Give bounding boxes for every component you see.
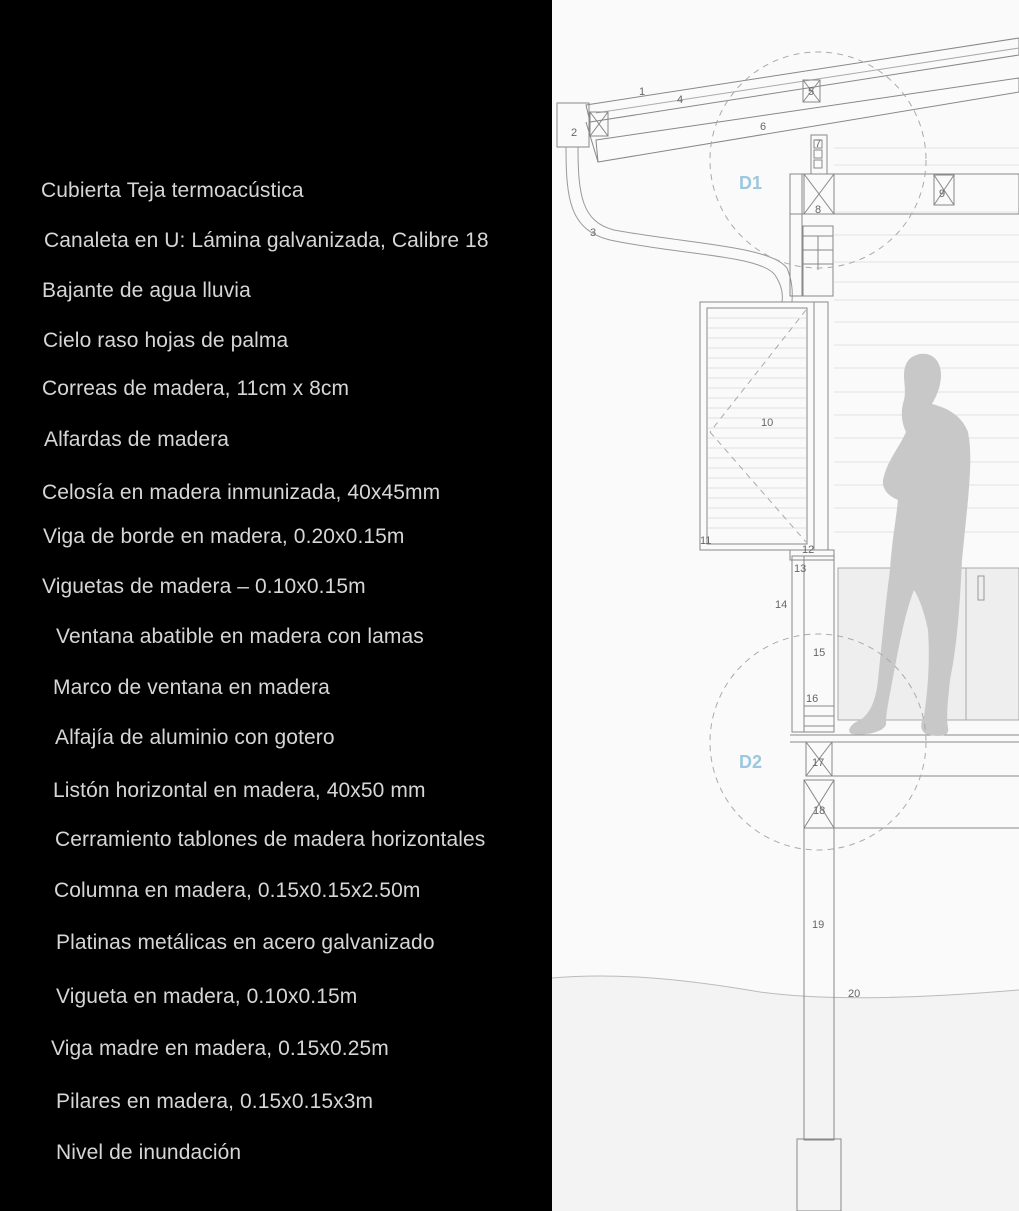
legend-item-20: Nivel de inundación — [56, 1141, 242, 1164]
edge-beam — [790, 135, 1019, 296]
ref-number-3: 3 — [590, 227, 597, 239]
detail-label-d2: D2 — [739, 752, 763, 772]
legend-item-7: Celosía en madera inmunizada, 40x45mm — [42, 481, 441, 504]
ref-number-5: 5 — [808, 86, 815, 98]
ref-number-15: 15 — [813, 647, 826, 659]
legend-item-15: Columna en madera, 0.15x0.15x2.50m — [54, 879, 421, 902]
legend-item-9: Viguetas de madera – 0.10x0.15m — [42, 575, 366, 598]
legend-item-17: Vigueta en madera, 0.10x0.15m — [56, 985, 358, 1008]
ref-number-14: 14 — [775, 599, 788, 611]
legend-item-4: Cielo raso hojas de palma — [43, 329, 289, 352]
ref-number-10: 10 — [761, 417, 774, 429]
ref-number-16: 16 — [806, 693, 819, 705]
legend-item-11: Marco de ventana en madera — [53, 676, 330, 699]
ref-number-13: 13 — [794, 563, 807, 575]
legend-item-19: Pilares en madera, 0.15x0.15x3m — [56, 1090, 374, 1113]
legend-item-14: Cerramiento tablones de madera horizontales — [55, 828, 486, 851]
gutter — [557, 103, 589, 147]
legend-item-16: Platinas metálicas en acero galvanizado — [56, 931, 435, 954]
ref-number-4: 4 — [677, 94, 684, 106]
ref-number-2: 2 — [571, 127, 578, 139]
ground-area — [552, 976, 1019, 1211]
ref-number-1: 1 — [639, 86, 646, 98]
ref-number-19: 19 — [812, 919, 825, 931]
ref-number-7: 7 — [815, 138, 822, 150]
ref-number-6: 6 — [760, 121, 767, 133]
legend-item-1: Cubierta Teja termoacústica — [41, 179, 304, 202]
lattice-slats — [708, 318, 806, 528]
legend-item-5: Correas de madera, 11cm x 8cm — [42, 377, 350, 400]
section-drawing — [552, 0, 1019, 1211]
ref-number-11: 11 — [700, 535, 712, 547]
legend-item-3: Bajante de agua lluvia — [42, 279, 251, 302]
legend-item-2: Canaleta en U: Lámina galvanizada, Calibre 18 — [44, 229, 489, 252]
ref-number-8: 8 — [815, 204, 822, 216]
downpipe — [566, 147, 782, 302]
legend-item-12: Alfajía de aluminio con gotero — [55, 726, 335, 749]
ref-number-17: 17 — [812, 757, 825, 769]
ref-number-20: 20 — [848, 988, 861, 1000]
legend-item-18: Viga madre en madera, 0.15x0.25m — [51, 1037, 389, 1060]
detail-label-d1: D1 — [739, 173, 763, 193]
ref-number-12: 12 — [802, 544, 815, 556]
ref-number-9: 9 — [939, 188, 946, 200]
legend-item-13: Listón horizontal en madera, 40x50 mm — [53, 779, 426, 802]
section-drawing-svg — [552, 0, 1019, 1211]
legend-item-10: Ventana abatible en madera con lamas — [56, 625, 424, 648]
ref-number-18: 18 — [813, 805, 826, 817]
legend-item-6: Alfardas de madera — [44, 428, 230, 451]
legend-item-8: Viga de borde en madera, 0.20x0.15m — [43, 525, 405, 548]
